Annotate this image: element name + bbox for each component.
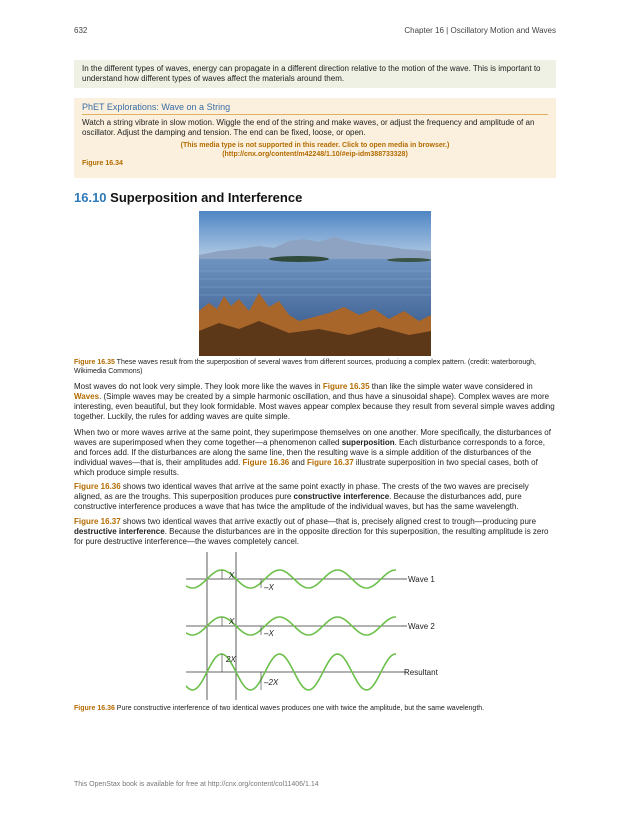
superposition-diagram: [186, 548, 456, 702]
waves-link[interactable]: Waves: [74, 392, 100, 401]
figure-35-caption-text: These waves result from the superposition of several waves from different sources, producing a complex pattern. (credit: waterborough, Wikimedia Commons): [74, 359, 536, 375]
intro-box: [74, 60, 556, 88]
resultant-neg-2x-label: –2X: [264, 678, 279, 687]
constructive-interference-term: constructive interference: [293, 492, 390, 501]
wave-1-neg-x-label: –X: [264, 583, 274, 592]
chapter-title: Chapter 16 | Oscillatory Motion and Waves: [404, 26, 556, 35]
wave-2-label: Wave 2: [408, 622, 435, 631]
resultant-2x-label: 2X: [226, 655, 236, 664]
p3-text-b: . Because the disturbances add, pure constructive interference produces a wave that has twice the amplitude of the individual waves, but has the same wavelength.: [74, 492, 522, 511]
wave-1-x-label: X: [229, 571, 235, 580]
figure-36-caption-text: Pure constructive interference of two identical waves produces one with twice the amplitude, but the same wavelength.: [114, 705, 485, 712]
figure-36-label: Figure 16.36: [74, 705, 115, 712]
paragraph-2: [74, 428, 556, 478]
section-title: [74, 190, 302, 205]
footer: This OpenStax book is available for free at http://cnx.org/content/col11406/1.14: [74, 781, 319, 788]
section-number: 16.10: [74, 190, 107, 205]
p2-text-d: illustrate superposition in two special cases, both of which produce simple results.: [74, 458, 538, 477]
figure-16-37-link[interactable]: Figure 16.37: [307, 458, 354, 467]
figure-36-caption: [74, 704, 556, 713]
destructive-interference-term: destructive interference: [74, 527, 165, 536]
p1-text-a: Most waves do not look very simple. They look more like the waves in: [74, 382, 323, 391]
p4-text-a: shows two identical waves that arrive exactly out of phase—that is, precisely aligned crest to trough—producing pure: [120, 517, 537, 526]
figure-35-caption: [74, 358, 556, 376]
media-link[interactable]: (This media type is not supported in this reader. Click to open media in browser.) (http://cnx.org/content/m42248/1.10/#eip-idm388733328): [180, 142, 450, 158]
p4-text-b: . Because the disturbances are in the opposite direction for this superposition, the resulting amplitude is zero for pure destructive interference—the waves completely cancel.: [74, 527, 549, 546]
figure-34-label: Figure 16.34: [82, 160, 123, 167]
figure-16-36-link-2[interactable]: Figure 16.36: [74, 482, 121, 491]
figure-16-35-link[interactable]: Figure 16.35: [322, 382, 370, 391]
p2-text-a: When two or more waves arrive at the same point, they superimpose themselves on one another. More specifically, the disturbances of waves are superimposed when they come together—a phenomenon called: [74, 428, 551, 447]
p3-text-a: shows two identical waves that arrive at the same point exactly in phase. The crests of the two waves are precisely aligned, as are the troughs. This superposition produces pure: [74, 482, 529, 501]
phet-box: [74, 98, 556, 178]
page-number: 632: [74, 26, 88, 35]
superposition-term: superposition: [341, 438, 395, 447]
intro-text: In the different types of waves, energy can propagate in a different direction relative to the motion of the wave. This is important to understand how different types of waves affect the materials around them.: [82, 64, 541, 83]
section-title-text: Superposition and Interference: [110, 190, 303, 205]
paragraph-3: [74, 482, 556, 512]
p2-text-c: and: [289, 458, 308, 467]
figure-16-37-link-2[interactable]: Figure 16.37: [74, 517, 121, 526]
wave-1-label: Wave 1: [408, 575, 435, 584]
paragraph-4: [74, 517, 556, 547]
wave-2-x-label: X: [229, 617, 235, 626]
phet-text: Watch a string vibrate in slow motion. Wiggle the end of the string and make waves, or adjust the frequency and amplitude of an oscillator. Adjust the damping and tension. The end can be fixed, loose, or open.: [82, 118, 535, 137]
wave-2-neg-x-label: –X: [264, 629, 274, 638]
paragraph-1: [74, 382, 556, 422]
p1-text-b: than like the simple water wave considered in: [369, 382, 533, 391]
p1-text-c: . (Simple waves may be created by a simple harmonic oscillation, and thus have a sinusoidal shape). Complex waves are more interesting, even beautiful, but they look formidable. Most waves appear complex because they result from several simple waves adding together. Luckily, the rules for adding waves are quite simple.: [74, 392, 555, 421]
phet-title[interactable]: PhET Explorations: Wave on a String: [82, 102, 548, 115]
resultant-label: Resultant: [404, 668, 438, 677]
p2-text-b: . Each disturbance corresponds to a force, and forces add. If the disturbances are along the same line, then the resulting wave is a simple addition of the disturbances of the individual waves—that is, their amplitudes add.: [74, 438, 545, 467]
lake-photo: [199, 211, 431, 356]
figure-16-36-link[interactable]: Figure 16.36: [242, 458, 290, 467]
figure-35-label: Figure 16.35: [74, 359, 115, 366]
